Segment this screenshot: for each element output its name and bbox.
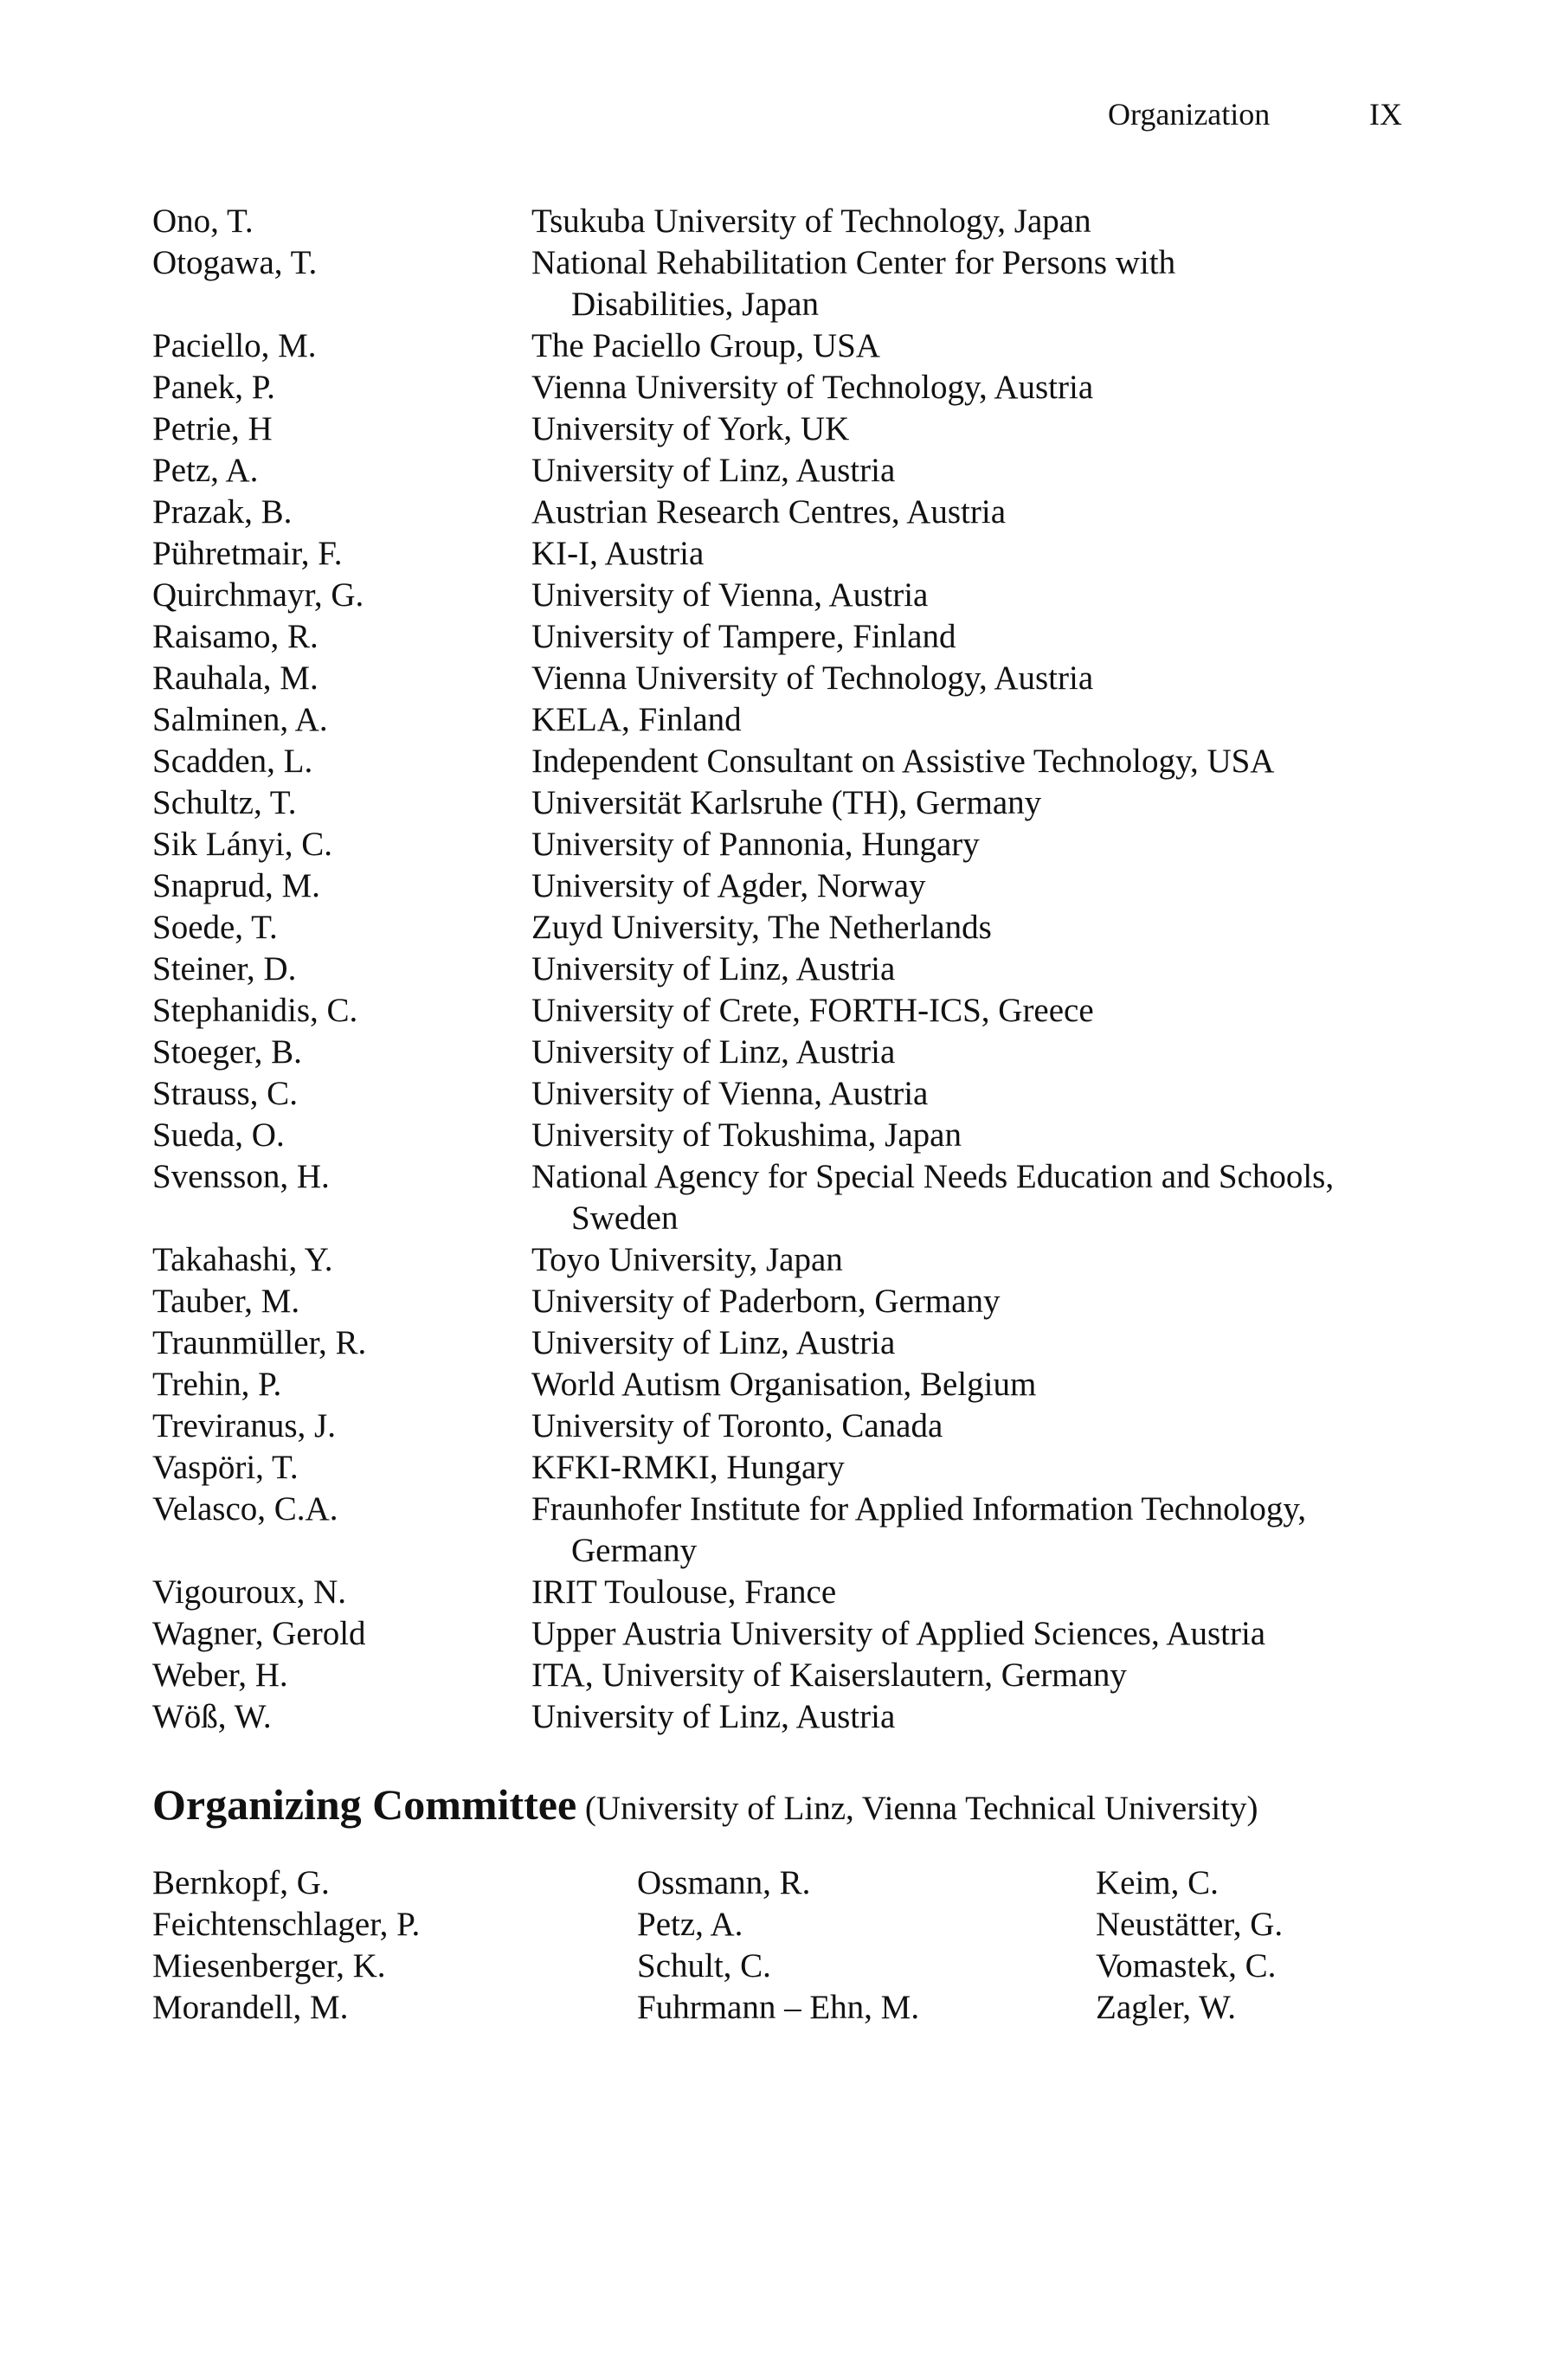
affiliation-line: Sweden	[571, 1200, 679, 1237]
member-row	[152, 658, 1433, 699]
member-affiliation	[531, 1364, 1433, 1405]
affiliation-line: The Paciello Group, USA	[531, 327, 880, 364]
affiliation-line: Independent Consultant on Assistive Technology, USA	[531, 743, 1275, 780]
member-row	[152, 949, 1433, 990]
member-affiliation	[531, 367, 1433, 408]
program-committee-list	[152, 201, 1433, 1738]
affiliation-line: National Rehabilitation Center for Persons with	[531, 244, 1176, 281]
member-name: Scadden, L.	[152, 743, 313, 780]
affiliation-line: ITA, University of Kaiserslautern, Germany	[531, 1656, 1127, 1694]
committee-member-name: Fuhrmann – Ehn, M.	[637, 1989, 920, 2026]
member-row	[152, 201, 1433, 242]
member-affiliation	[531, 450, 1433, 492]
member-affiliation	[531, 616, 1433, 658]
affiliation-line: Vienna University of Technology, Austria	[531, 369, 1094, 406]
member-name: Pühretmair, F.	[152, 535, 343, 572]
member-affiliation	[531, 575, 1433, 616]
member-row	[152, 741, 1433, 782]
committee-title: Organizing Committee	[152, 1780, 577, 1829]
member-row	[152, 408, 1433, 450]
affiliation-line: Vienna University of Technology, Austria	[531, 659, 1094, 697]
member-name: Steiner, D.	[152, 950, 297, 987]
member-affiliation	[531, 1032, 1433, 1073]
affiliation-line: University of Linz, Austria	[531, 452, 896, 489]
committee-member-name: Bernkopf, G.	[152, 1864, 330, 1901]
member-name: Vigouroux, N.	[152, 1573, 347, 1611]
member-name: Svensson, H.	[152, 1158, 330, 1195]
member-affiliation	[531, 782, 1433, 824]
member-row	[152, 325, 1433, 367]
affiliation-line: University of Linz, Austria	[531, 1033, 896, 1071]
member-name: Tauber, M.	[152, 1283, 300, 1320]
committee-member-name: Zagler, W.	[1096, 1989, 1236, 2026]
member-row	[152, 616, 1433, 658]
committee-row	[152, 1987, 1433, 2029]
committee-member-name: Keim, C.	[1096, 1864, 1219, 1901]
committee-member-name: Morandell, M.	[152, 1989, 349, 2026]
member-row	[152, 782, 1433, 824]
member-name: Paciello, M.	[152, 327, 317, 364]
member-row	[152, 533, 1433, 575]
member-name: Wöß, W.	[152, 1698, 272, 1735]
member-name: Vaspöri, T.	[152, 1449, 299, 1486]
affiliation-line: University of Agder, Norway	[531, 867, 926, 904]
member-affiliation	[531, 1447, 1433, 1489]
member-row	[152, 1156, 1433, 1239]
affiliation-line: KFKI-RMKI, Hungary	[531, 1449, 845, 1486]
affiliation-line: IRIT Toulouse, France	[531, 1573, 837, 1611]
organizing-committee-list	[152, 1862, 1433, 2029]
member-row	[152, 450, 1433, 492]
member-row	[152, 1239, 1433, 1281]
member-name: Stoeger, B.	[152, 1033, 302, 1071]
member-affiliation	[531, 1572, 1433, 1613]
affiliation-line: University of Paderborn, Germany	[531, 1283, 1001, 1320]
member-affiliation	[531, 1073, 1433, 1115]
member-row	[152, 1032, 1433, 1073]
member-affiliation	[531, 907, 1433, 949]
member-affiliation	[531, 865, 1433, 907]
affiliation-line: Upper Austria University of Applied Sciences, Austria	[531, 1615, 1266, 1652]
affiliation-line: Fraunhofer Institute for Applied Information Technology,	[531, 1490, 1307, 1528]
member-name: Wagner, Gerold	[152, 1615, 366, 1652]
member-row	[152, 575, 1433, 616]
member-name: Ono, T.	[152, 203, 254, 240]
member-row	[152, 1115, 1433, 1156]
member-affiliation	[531, 824, 1433, 865]
affiliation-line: Germany	[571, 1532, 698, 1569]
member-name: Stephanidis, C.	[152, 992, 358, 1029]
member-row	[152, 1322, 1433, 1364]
member-name: Schultz, T.	[152, 784, 297, 821]
committee-member-name: Neustätter, G.	[1096, 1906, 1284, 1943]
affiliation-line: Toyo University, Japan	[531, 1241, 843, 1278]
affiliation-line: University of Linz, Austria	[531, 1324, 896, 1361]
committee-member-name: Ossmann, R.	[637, 1864, 811, 1901]
member-name: Soede, T.	[152, 909, 278, 946]
member-row	[152, 1489, 1433, 1572]
committee-subtitle: (University of Linz, Vienna Technical University)	[576, 1790, 1258, 1827]
member-row	[152, 824, 1433, 865]
member-affiliation	[531, 408, 1433, 450]
member-affiliation	[531, 1115, 1433, 1156]
member-row	[152, 1572, 1433, 1613]
member-row	[152, 492, 1433, 533]
affiliation-line: KI-I, Austria	[531, 535, 705, 572]
member-affiliation	[531, 1156, 1433, 1239]
member-name: Velasco, C.A.	[152, 1490, 338, 1528]
affiliation-line: University of Tokushima, Japan	[531, 1116, 962, 1154]
member-affiliation	[531, 1281, 1433, 1322]
member-affiliation	[531, 1696, 1433, 1738]
member-row	[152, 1696, 1433, 1738]
organizing-committee-heading	[152, 1779, 1433, 1842]
page-number: IX	[1369, 97, 1402, 132]
member-affiliation	[531, 201, 1433, 242]
member-name: Traunmüller, R.	[152, 1324, 367, 1361]
affiliation-line: University of Linz, Austria	[531, 1698, 896, 1735]
section-title: Organization	[1108, 97, 1271, 132]
member-name: Salminen, A.	[152, 701, 328, 738]
affiliation-line: University of Linz, Austria	[531, 950, 896, 987]
member-name: Prazak, B.	[152, 493, 293, 531]
member-row	[152, 1281, 1433, 1322]
member-affiliation	[531, 1322, 1433, 1364]
member-name: Treviranus, J.	[152, 1407, 336, 1444]
affiliation-line: University of Vienna, Austria	[531, 1075, 929, 1112]
committee-member-name: Miesenberger, K.	[152, 1947, 386, 1984]
member-row	[152, 699, 1433, 741]
member-affiliation	[531, 699, 1433, 741]
member-row	[152, 242, 1433, 325]
member-affiliation	[531, 1489, 1433, 1572]
member-row	[152, 1405, 1433, 1447]
member-name: Petrie, H	[152, 410, 273, 447]
member-name: Sueda, O.	[152, 1116, 285, 1154]
affiliation-line: Tsukuba University of Technology, Japan	[531, 203, 1091, 240]
member-row	[152, 990, 1433, 1032]
member-name: Sik Lányi, C.	[152, 826, 333, 863]
member-row	[152, 1655, 1433, 1696]
affiliation-line: Zuyd University, The Netherlands	[531, 909, 992, 946]
member-affiliation	[531, 658, 1433, 699]
member-affiliation	[531, 492, 1433, 533]
member-affiliation	[531, 325, 1433, 367]
running-head	[1108, 93, 1402, 135]
member-name: Trehin, P.	[152, 1366, 282, 1403]
member-name: Raisamo, R.	[152, 618, 319, 655]
member-row	[152, 1613, 1433, 1655]
member-affiliation	[531, 533, 1433, 575]
committee-member-name: Feichtenschlager, P.	[152, 1906, 421, 1943]
member-row	[152, 1073, 1433, 1115]
member-affiliation	[531, 741, 1433, 782]
affiliation-line: World Autism Organisation, Belgium	[531, 1366, 1037, 1403]
member-row	[152, 907, 1433, 949]
member-row	[152, 1447, 1433, 1489]
affiliation-line: Austrian Research Centres, Austria	[531, 493, 1007, 531]
member-name: Otogawa, T.	[152, 244, 318, 281]
member-affiliation	[531, 1405, 1433, 1447]
member-affiliation	[531, 242, 1433, 325]
member-name: Rauhala, M.	[152, 659, 319, 697]
member-name: Weber, H.	[152, 1656, 288, 1694]
affiliation-line: Universität Karlsruhe (TH), Germany	[531, 784, 1042, 821]
member-name: Quirchmayr, G.	[152, 576, 364, 614]
committee-member-name: Vomastek, C.	[1096, 1947, 1277, 1984]
affiliation-line: University of Crete, FORTH-ICS, Greece	[531, 992, 1094, 1029]
member-affiliation	[531, 990, 1433, 1032]
affiliation-line: KELA, Finland	[531, 701, 742, 738]
affiliation-line: University of Toronto, Canada	[531, 1407, 943, 1444]
affiliation-line: University of Vienna, Austria	[531, 576, 929, 614]
member-name: Panek, P.	[152, 369, 275, 406]
member-affiliation	[531, 1655, 1433, 1696]
committee-member-name: Petz, A.	[637, 1906, 743, 1943]
member-row	[152, 367, 1433, 408]
member-name: Snaprud, M.	[152, 867, 320, 904]
affiliation-line: University of Tampere, Finland	[531, 618, 956, 655]
member-name: Strauss, C.	[152, 1075, 298, 1112]
member-affiliation	[531, 1613, 1433, 1655]
member-name: Takahashi, Y.	[152, 1241, 333, 1278]
committee-member-name: Schult, C.	[637, 1947, 771, 1984]
committee-row	[152, 1946, 1433, 1987]
affiliation-line: University of Pannonia, Hungary	[531, 826, 980, 863]
member-row	[152, 1364, 1433, 1405]
committee-row	[152, 1904, 1433, 1946]
affiliation-line: Disabilities, Japan	[571, 286, 819, 323]
member-affiliation	[531, 949, 1433, 990]
member-affiliation	[531, 1239, 1433, 1281]
committee-row	[152, 1862, 1433, 1904]
member-name: Petz, A.	[152, 452, 259, 489]
member-row	[152, 865, 1433, 907]
affiliation-line: National Agency for Special Needs Education and Schools,	[531, 1158, 1335, 1195]
affiliation-line: University of York, UK	[531, 410, 850, 447]
